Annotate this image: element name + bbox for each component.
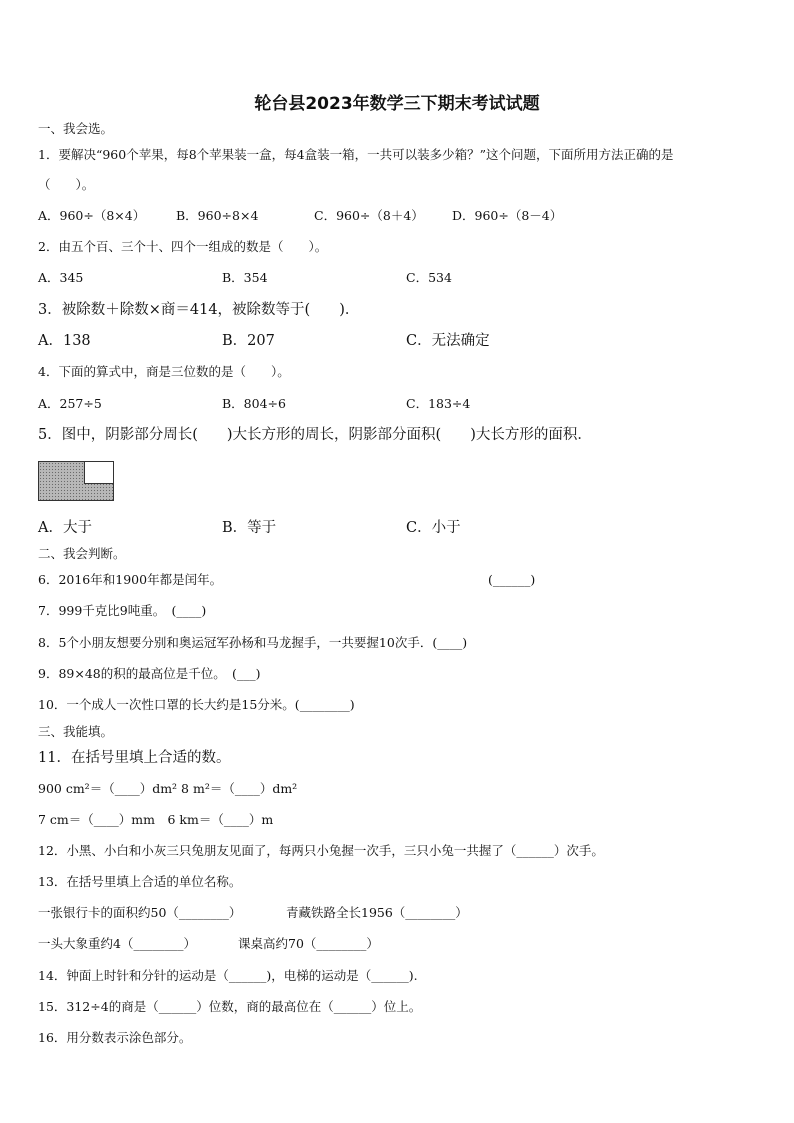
question-5-stem: 5．图中，阴影部分周长( )大长方形的周长，阴影部分面积( )大长方形的面积．	[38, 427, 592, 443]
page-title: 轮台县2023年数学三下期末考试试题	[254, 94, 540, 114]
question-3-option-c: C．无法确定	[406, 333, 490, 349]
section-heading-fill: 三、我能填。	[38, 724, 114, 739]
unshaded-corner-square	[84, 461, 114, 484]
section-heading-choice: 一、我会选。	[38, 121, 114, 136]
question-11-stem: 11．在括号里填上合适的数。	[38, 750, 231, 766]
question-10-stem: 10．一个成人一次性口罩的长大约是15分米。(________)	[38, 697, 355, 712]
question-12-stem: 12．小黑、小白和小灰三只兔朋友见面了，每两只小兔握一次手，三只小兔一共握了（______）次手。	[38, 843, 604, 858]
question-5-option-a: A．大于	[38, 520, 92, 536]
question-1-option-c: C．960÷（8＋4）	[314, 208, 424, 223]
question-14-stem: 14．钟面上时针和分针的运动是（______)，电梯的运动是（______).	[38, 968, 418, 983]
question-5-option-c: C．小于	[406, 520, 461, 536]
question-13-elephant: 一头大象重约4（________）	[38, 936, 196, 951]
section-heading-judge: 二、我会判断。	[38, 546, 126, 561]
question-11-line-1: 900 cm²＝（____）dm² 8 m²＝（____）dm²	[38, 781, 298, 796]
question-8-stem: 8．5个小朋友想要分别和奥运冠军孙杨和马龙握手，一共要握10次手．(____)	[38, 635, 468, 650]
question-4-option-c: C．183÷4	[406, 396, 471, 411]
question-11-line-2: 7 cm＝（____）mm 6 km＝（____）m	[38, 812, 274, 827]
question-4-option-a: A．257÷5	[38, 396, 102, 411]
question-2-stem: 2．由五个百、三个十、四个一组成的数是（ ）。	[38, 239, 328, 254]
question-2-option-c: C．534	[406, 270, 452, 285]
question-2-option-a: A．345	[38, 270, 84, 285]
question-1-option-a: A．960÷（8×4）	[38, 208, 146, 223]
question-9-stem: 9．89×48的积的最高位是千位。 (___)	[38, 666, 261, 681]
question-5-option-b: B．等于	[222, 520, 277, 536]
question-1-blank: （ ）。	[38, 177, 95, 192]
question-4-stem: 4．下面的算式中，商是三位数的是（ ）。	[38, 364, 290, 379]
question-6-blank[interactable]: (______)	[488, 572, 536, 587]
question-7-stem: 7．999千克比9吨重。 (____)	[38, 603, 207, 618]
question-13-bank-card: 一张银行卡的面积约50（________）	[38, 905, 242, 920]
question-3-option-a: A．138	[38, 333, 91, 349]
question-13-desk: 课桌高约70（________）	[238, 936, 379, 951]
question-1-option-d: D．960÷（8－4）	[452, 208, 563, 223]
question-1-option-b: B．960÷8×4	[176, 208, 259, 223]
question-3-stem: 3．被除数＋除数×商＝414，被除数等于( )．	[38, 302, 360, 318]
question-1-stem: 1．要解决“960个苹果，每8个苹果装一盒，每4盒装一箱，一共可以装多少箱？”这个问题，下面所用方法正确的是	[38, 147, 674, 162]
question-15-stem: 15．312÷4的商是（______）位数，商的最高位在（______）位上。	[38, 999, 422, 1014]
question-16-stem: 16．用分数表示涂色部分。	[38, 1030, 192, 1045]
question-13-stem: 13．在括号里填上合适的单位名称。	[38, 874, 242, 889]
question-3-option-b: B．207	[222, 333, 275, 349]
question-6-stem: 6．2016年和1900年都是闰年。	[38, 572, 223, 587]
question-13-railway: 青藏铁路全长1956（________）	[286, 905, 468, 920]
question-2-option-b: B．354	[222, 270, 268, 285]
question-4-option-b: B．804÷6	[222, 396, 286, 411]
